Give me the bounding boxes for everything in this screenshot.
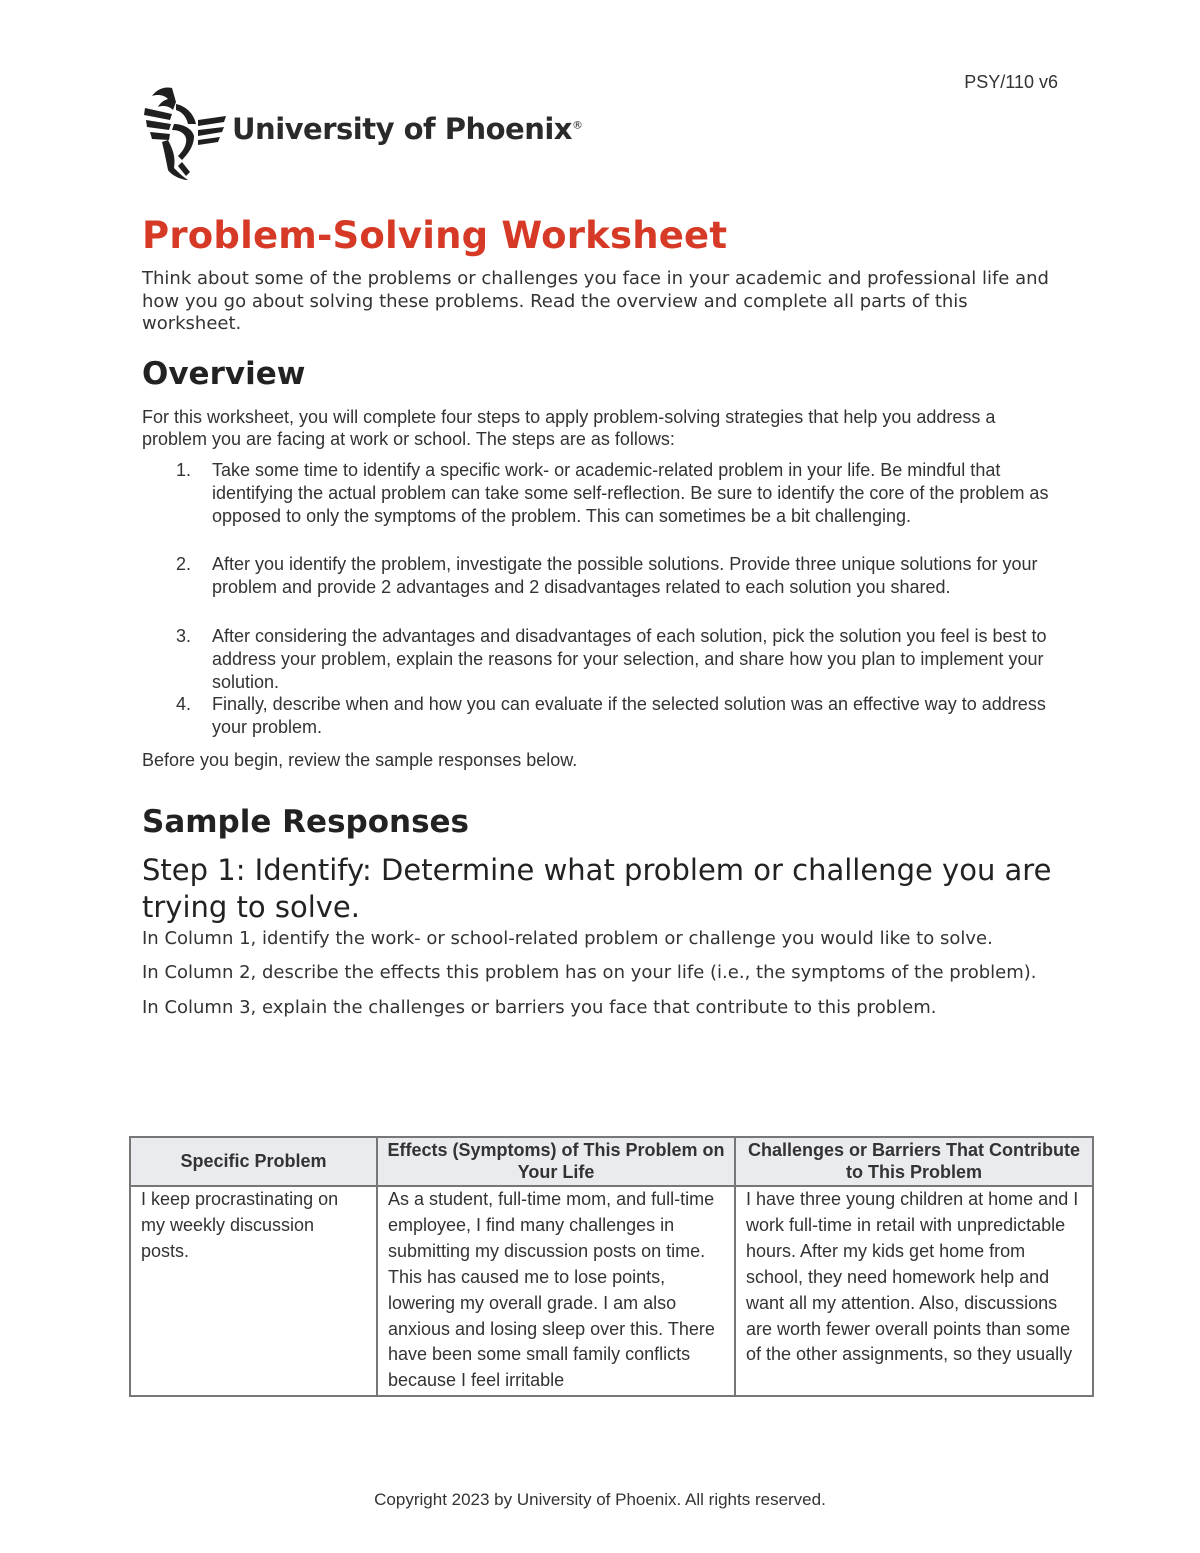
- table-header-cell: Challenges or Barriers That Contribute to This Problem: [735, 1137, 1093, 1186]
- intro-paragraph: Think about some of the problems or challenges you face in your academic and professional life and how you go about solving these problems. Read the overview and complete all parts of this worksheet.: [142, 268, 1049, 334]
- column3-description: In Column 3, explain the challenges or barriers you face that contribute to this problem.: [142, 996, 937, 1018]
- column1-description: In Column 1, identify the work- or school-related problem or challenge you would like to solve.: [142, 927, 993, 949]
- steps-list: [142, 459, 1062, 739]
- table-header-row: [130, 1137, 1093, 1186]
- copyright-footer: Copyright 2023 by University of Phoenix. All rights reserved.: [374, 1490, 826, 1509]
- table-cell: I keep procrastinating on my weekly discussion posts.: [130, 1186, 377, 1396]
- university-logo: [142, 84, 583, 180]
- column2-description: In Column 2, describe the effects this problem has on your life (i.e., the symptoms of the problem).: [142, 962, 1037, 984]
- list-item: 4. Finally, describe when and how you can evaluate if the selected solution was an effective way to address your problem.: [176, 694, 1046, 738]
- table-row: [130, 1186, 1093, 1396]
- sample-response-table: [129, 1136, 1094, 1397]
- phoenix-bird-icon: [142, 84, 226, 180]
- course-code: PSY/110 v6: [964, 72, 1058, 92]
- list-item: 2. After you identify the problem, investigate the possible solutions. Provide three unique solutions for your problem and provide 2 advantages and 2 disadvantages related to each solution you shared.: [176, 554, 1038, 598]
- table-header-cell: Effects (Symptoms) of This Problem on Your Life: [377, 1137, 735, 1186]
- page-title: Problem-Solving Worksheet: [142, 214, 728, 257]
- step1-heading: Step 1: Identify: Determine what problem or challenge you are trying to solve.: [142, 852, 1052, 924]
- document-body: [142, 210, 1062, 1031]
- table-header-cell: Specific Problem: [130, 1137, 377, 1186]
- table-cell: As a student, full-time mom, and full-time employee, I find many challenges in submitting my discussion posts on time. This has caused me to lose points, lowering my overall grade. I am also anxious and losing sleep over this. There have been some small family conflicts because I feel irritable: [377, 1186, 735, 1396]
- table-cell: I have three young children at home and I work full-time in retail with unpredictable hours. After my kids get home from school, they need homework help and want all my attention. Also, discussions are worth fewer overall points than some of the other assignments, so they usually: [735, 1186, 1093, 1396]
- list-item: 1. Take some time to identify a specific work- or academic-related problem in your life. Be mindful that identifying the actual problem can take some self-reflection. Be sure to identify the core of the problem as opposed to only the symptoms of the problem. This can sometimes be a bit challenging.: [176, 460, 1049, 526]
- overview-heading: Overview: [142, 355, 306, 392]
- before-you-begin: Before you begin, review the sample responses below.: [142, 750, 578, 771]
- overview-paragraph: For this worksheet, you will complete four steps to apply problem-solving strategies that help you address a problem you are facing at work or school. The steps are as follows:: [142, 406, 996, 450]
- list-item: 3. After considering the advantages and disadvantages of each solution, pick the solution you feel is best to address your problem, explain the reasons for your selection, and share how you plan to implement your solution.: [176, 626, 1047, 692]
- sample-responses-heading: Sample Responses: [142, 803, 470, 840]
- logo-wordmark: University of Phoenix®: [232, 112, 583, 146]
